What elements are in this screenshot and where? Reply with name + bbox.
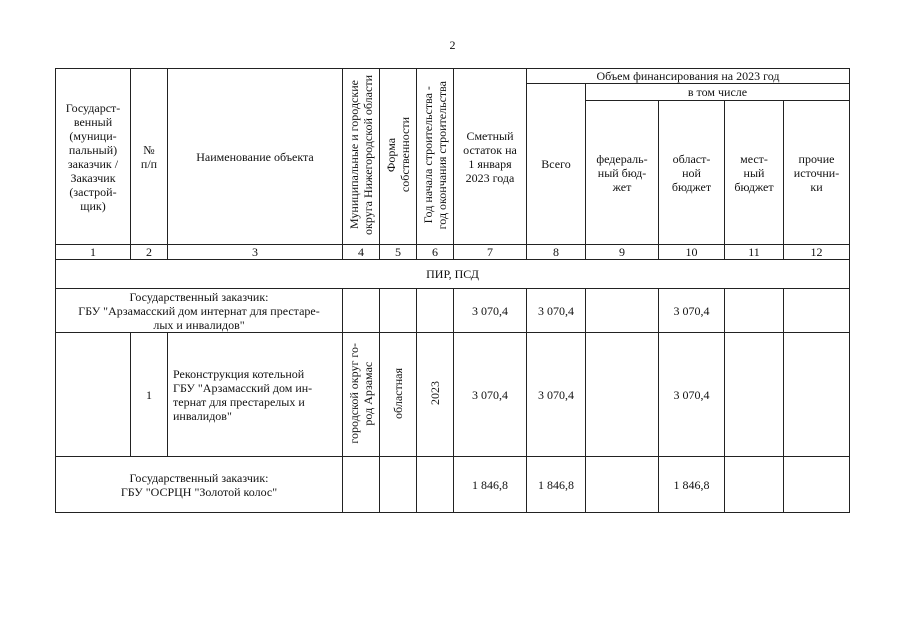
- page-number: 2: [449, 38, 456, 52]
- header-regional: област- ной бюджет: [659, 101, 725, 245]
- total-value: 1 846,8: [527, 457, 586, 513]
- empty-cell: [784, 289, 850, 333]
- years-value: 2023: [428, 381, 442, 405]
- financing-table: [55, 68, 850, 513]
- table-row: [56, 289, 850, 333]
- balance-value: 3 070,4: [454, 289, 527, 333]
- empty-cell: [725, 457, 784, 513]
- total-value: 3 070,4: [527, 289, 586, 333]
- customer-name: Государственный заказчик: ГБУ "ОСРЦН "Золотой колос": [56, 457, 343, 513]
- header-municipal: Муниципальные и городские округа Нижегородской области: [347, 75, 375, 235]
- municipal-cell: [343, 333, 380, 457]
- col-number: 2: [131, 245, 168, 260]
- header-ownership: Форма собственности: [384, 117, 412, 193]
- row-number: 1: [131, 333, 168, 457]
- regional-value: 3 070,4: [659, 333, 725, 457]
- col-number: 10: [659, 245, 725, 260]
- total-value: 3 070,4: [527, 333, 586, 457]
- empty-cell: [784, 333, 850, 457]
- header-local: мест- ный бюджет: [725, 101, 784, 245]
- balance-value: 1 846,8: [454, 457, 527, 513]
- balance-value: 3 070,4: [454, 333, 527, 457]
- empty-cell: [586, 333, 659, 457]
- empty-cell: [586, 457, 659, 513]
- header-federal: федераль- ный бюд- жет: [586, 101, 659, 245]
- header-years-cell: [417, 69, 454, 245]
- table-row: [56, 333, 850, 457]
- header-years: Год начала строительства - год окончания строительства: [421, 80, 449, 230]
- col-number: 7: [454, 245, 527, 260]
- col-number: 6: [417, 245, 454, 260]
- regional-value: 3 070,4: [659, 289, 725, 333]
- empty-cell: [417, 289, 454, 333]
- header-object-name: Наименование объекта: [168, 69, 343, 245]
- col-number: 8: [527, 245, 586, 260]
- empty-cell: [56, 333, 131, 457]
- regional-value: 1 846,8: [659, 457, 725, 513]
- empty-cell: [380, 289, 417, 333]
- table-row: [56, 457, 850, 513]
- municipal-value: городской округ го- род Арзамас: [347, 342, 375, 444]
- empty-cell: [380, 457, 417, 513]
- section-title: ПИР, ПСД: [56, 260, 850, 289]
- col-number: 1: [56, 245, 131, 260]
- header-municipal-cell: [343, 69, 380, 245]
- col-number: 11: [725, 245, 784, 260]
- header-other: прочие источни- ки: [784, 101, 850, 245]
- header-including: в том числе: [586, 84, 850, 101]
- object-name: Реконструкция котельной ГБУ "Арзамасский дом ин- тернат для престарелых и инвалидов": [168, 333, 343, 457]
- empty-cell: [343, 289, 380, 333]
- ownership-cell: [380, 333, 417, 457]
- col-number: 3: [168, 245, 343, 260]
- empty-cell: [725, 333, 784, 457]
- col-number: 5: [380, 245, 417, 260]
- header-total: Всего: [527, 84, 586, 245]
- empty-cell: [784, 457, 850, 513]
- header-funding: Объем финансирования на 2023 год: [527, 69, 850, 84]
- empty-cell: [586, 289, 659, 333]
- col-number: 4: [343, 245, 380, 260]
- col-number: 9: [586, 245, 659, 260]
- header-customer: Государст- венный (муници- пальный) заказчик / Заказчик (застрой- щик): [56, 69, 131, 245]
- ownership-value: областная: [391, 367, 405, 419]
- years-cell: [417, 333, 454, 457]
- column-number-row: [56, 245, 850, 260]
- empty-cell: [725, 289, 784, 333]
- col-number: 12: [784, 245, 850, 260]
- header-number: № п/п: [131, 69, 168, 245]
- header-ownership-cell: [380, 69, 417, 245]
- empty-cell: [417, 457, 454, 513]
- customer-name: Государственный заказчик: ГБУ "Арзамасский дом интернат для престаре- лых и инвалидов": [56, 289, 343, 333]
- header-balance: Сметный остаток на 1 января 2023 года: [454, 69, 527, 245]
- empty-cell: [343, 457, 380, 513]
